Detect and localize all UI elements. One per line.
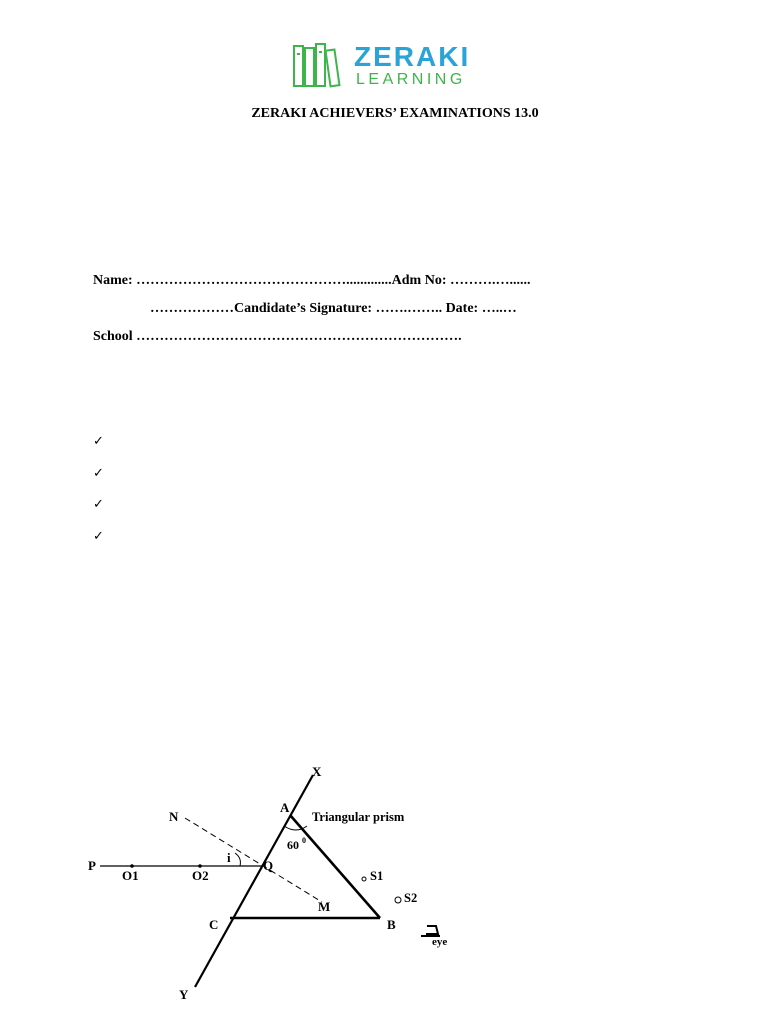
prism-side-ab (290, 815, 380, 918)
checkmark-2: ✓ (93, 466, 104, 481)
prism-diagram (80, 755, 480, 1005)
checkmark-3: ✓ (93, 497, 104, 512)
eye-icon (426, 926, 438, 934)
label-o1: O1 (122, 868, 139, 883)
logo-name: ZERAKI (354, 41, 471, 72)
checkmark-4: ✓ (93, 529, 104, 544)
school-line: School ……………………………………………………………. (93, 329, 462, 344)
label-m: M (318, 899, 331, 914)
label-p: P (88, 858, 96, 873)
normal-line (185, 818, 322, 902)
pin-s1 (362, 877, 366, 881)
label-b: B (387, 917, 396, 932)
label-prism: Triangular prism (312, 810, 405, 824)
books-icon (292, 42, 348, 90)
name-adm-line: Name: ……………………………………….............Adm No: ……….…...... (93, 273, 531, 288)
label-o2: O2 (192, 868, 209, 883)
label-i: i (227, 850, 231, 865)
exam-title: ZERAKI ACHIEVERS’ EXAMINATIONS 13.0 (251, 106, 539, 121)
label-eye: eye (432, 936, 448, 948)
label-c: C (209, 917, 219, 932)
pin-s2 (395, 897, 401, 903)
signature-date-line: ………………Candidate’s Signature: …….…….. Date: …..… (150, 301, 517, 316)
label-a: A (280, 800, 290, 815)
line-xy (195, 775, 313, 987)
label-q: Q (263, 858, 274, 873)
logo-tagline: LEARNING (356, 71, 466, 88)
zeraki-logo (292, 42, 482, 90)
label-angle: 60 (287, 838, 299, 852)
incidence-angle-arc (235, 853, 240, 866)
label-s1: S1 (370, 869, 384, 883)
label-x: X (312, 764, 322, 779)
label-s2: S2 (404, 891, 418, 905)
label-angle-degree: 0 (302, 836, 306, 845)
label-y: Y (179, 987, 189, 1002)
label-n: N (169, 809, 179, 824)
checkmark-1: ✓ (93, 434, 104, 449)
